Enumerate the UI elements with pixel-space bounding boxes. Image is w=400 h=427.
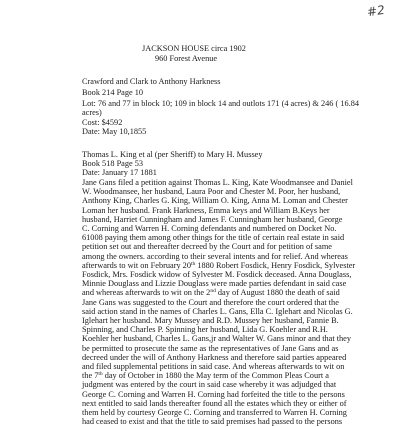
deed1-lots-cont: acres) — [82, 108, 102, 117]
house-address: 960 Forest Avenue — [155, 54, 218, 63]
body-line: had ceased to exist and that the title to said premises had passed to the persons — [82, 417, 343, 427]
deed2-book: Book 518 Page 53 — [82, 159, 144, 168]
body-line: Jane Gans filed a petition against Thomas L. King, Kate Woodmansee and Daniel — [82, 178, 353, 187]
body-line-text: 1880 Robert Fosdick, Henry Fosdick, Sylvester — [195, 260, 356, 270]
body-line: decreed under the will of Anthony Harkness and therefore said parties appeared — [82, 352, 347, 362]
body-line: Anthony King, Charles G. King, William O. King, Anna M. Loman and Chester — [82, 196, 348, 206]
body-line: husband, Harriet Cunningham and James F. Cunningham her husband, George — [82, 214, 343, 224]
body-line-text: day of October in 1880 the May term of the Common Pleas Court a — [102, 371, 329, 381]
body-line-text: and whereas afterwards to wit on the 2 — [82, 288, 211, 298]
body-line-text: day of August 1880 the death of said — [215, 288, 340, 298]
body-line: among the owners. according to their several intents and for relief. And whereas — [82, 251, 348, 261]
deed1-parties: Crawford and Clark to Anthony Harkness — [82, 77, 221, 86]
body-line: be permitted to prosecute the same as the representatives of Jane Gans and as — [82, 343, 339, 353]
body-line: judgment was entered by the court in said case whereby it was adjudged that — [82, 380, 337, 390]
body-line: Fosdick, Mrs. Fosdick widow of Sylvester M. Fosdick deceased. Anna Douglass, — [82, 270, 352, 279]
ordinal-suffix: th — [190, 260, 196, 267]
body-line: them held by courtesy George C. Corning and transferred to Warren H. Corning — [82, 408, 347, 417]
handwritten-page-mark: #2 — [366, 2, 386, 20]
body-line: Jane Gans was suggested to the Court and therefore the court ordered that the — [82, 297, 339, 307]
body-line: W. Woodmansee, her husband, Laura Poor and Chester M. Poor, her husband, — [82, 187, 341, 197]
body-line-text: afterwards to wit on February 20 — [82, 260, 191, 270]
deed1-book: Book 214 Page 10 — [82, 88, 144, 97]
ordinal-suffix: th — [98, 371, 103, 378]
body-line: Koehler her husband, Charles L. Gans,jr and Walter W. Gans minor and that they — [82, 334, 351, 344]
body-line: next entitled to said lands thereafter found all the estates which they or either of — [82, 398, 347, 408]
body-line: Iglehart her husband. Mary Mussey and R.D. Mussey her husband, Fannie B. — [82, 316, 339, 325]
ordinal-suffix: nd — [210, 288, 216, 295]
deed2-parties: Thomas L. King et al (per Sheriff) to Mary H. Mussey — [82, 150, 263, 159]
body-line: petition set out and thereafter decreed by the Court and for petition of same — [82, 242, 332, 252]
body-line: said action stand in the names of Charles L. Gans, Ella C. Iglehart and Nicolas G. — [82, 306, 353, 316]
deed1-lots: Lot: 76 and 77 in block 10; 109 in block 14 and outlots 171 (4 acres) & 246 ( 16.84 — [82, 99, 359, 108]
body-line: 61008 paying them among other things for the title of certain real estate in said — [82, 233, 345, 243]
body-line: Spinning, and Charles P. Spinning her husband, Lida G. Koehler and R.H. — [82, 325, 328, 335]
body-line: and filed supplemental petitions in said case. And whereas afterwards to wit on — [82, 362, 345, 371]
body-line: C. Corning and Warren H. Corning defendants and numbered on Docket No. — [82, 224, 337, 233]
body-line-text: the 7 — [82, 371, 99, 381]
deed1-date: Date: May 10,1855 — [82, 127, 147, 136]
deed2-date: Date: January 17 1881 — [82, 168, 157, 177]
body-line: Loman her husband. Frank Harkness, Emma keys and William B.Keys her — [82, 205, 330, 215]
body-line: George C. Corning and Warren H. Corning had forfeited the title to the persons — [82, 389, 345, 399]
document-title: JACKSON HOUSE circa 1902 — [142, 44, 246, 53]
deed1-cost: Cost: $4592 — [82, 118, 123, 127]
body-line: Minnie Douglass and Lizzie Douglass were made parties defendant in said case — [82, 279, 347, 289]
